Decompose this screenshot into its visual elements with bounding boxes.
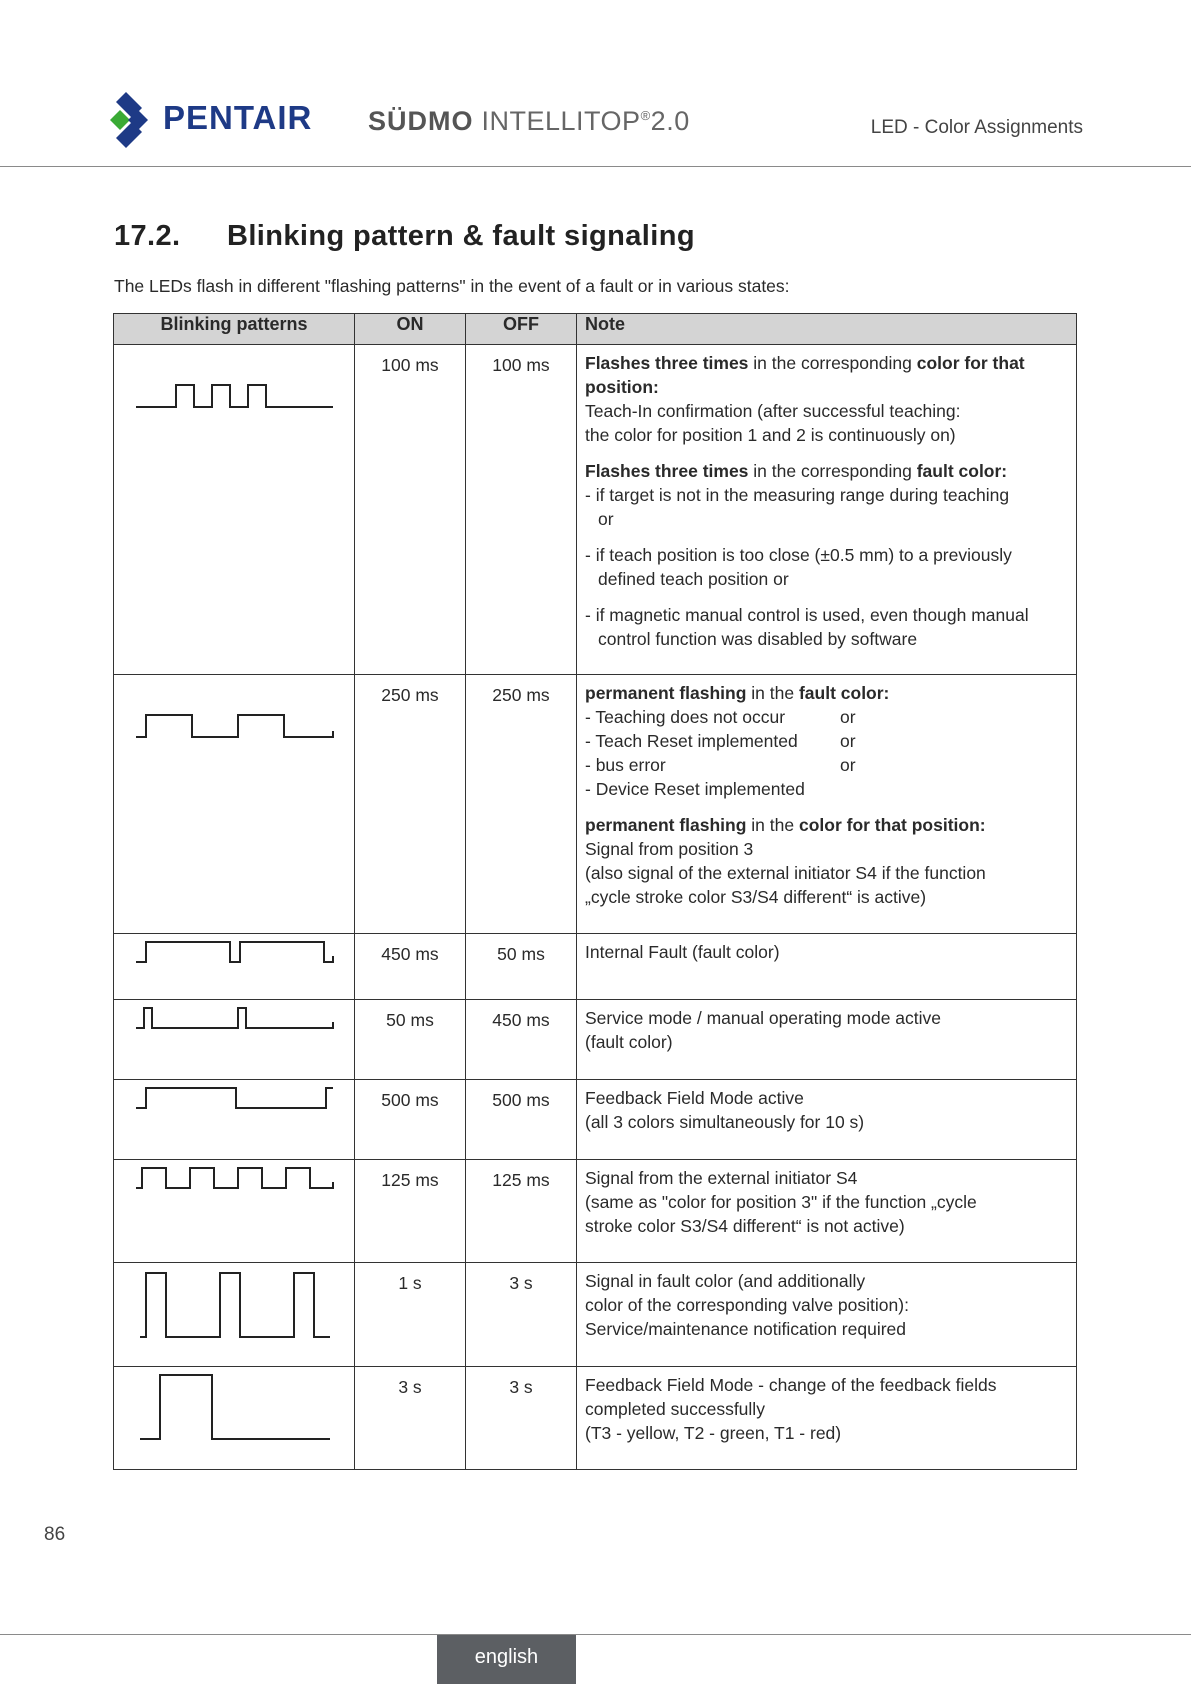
page-number: 86 bbox=[44, 1524, 66, 1545]
note-cell bbox=[577, 345, 1077, 675]
note-line: control function was disabled by software bbox=[598, 629, 918, 649]
header-divider bbox=[0, 166, 1191, 167]
note-bold: fault color: bbox=[798, 683, 890, 703]
brand-name: PENTAIR bbox=[163, 99, 313, 136]
list-item-text: - Teaching does not occur bbox=[585, 707, 786, 727]
note-text: in the bbox=[746, 815, 799, 835]
note-line: Internal Fault (fault color) bbox=[585, 942, 780, 962]
column-header-note: Note bbox=[577, 314, 1077, 345]
note-cell bbox=[577, 675, 1077, 934]
slow-square-wave-icon bbox=[114, 1080, 354, 1120]
note-cell bbox=[577, 1367, 1077, 1470]
table-row bbox=[114, 1263, 1077, 1367]
on-duration: 500 ms bbox=[355, 1080, 466, 1160]
pattern-cell bbox=[114, 1263, 355, 1367]
note-line: - if target is not in the measuring range during teaching bbox=[585, 485, 1010, 505]
fast-square-wave-icon bbox=[114, 1160, 354, 1200]
note-line: defined teach position or bbox=[598, 569, 789, 589]
note-line: Signal in fault color (and additionally bbox=[585, 1271, 866, 1291]
note-text: in the corresponding bbox=[748, 353, 917, 373]
note-bold: color for that position: bbox=[585, 353, 1025, 397]
note-line: - if magnetic manual control is used, even though manual bbox=[585, 605, 1029, 625]
pattern-cell bbox=[114, 1080, 355, 1160]
note-line: (same as "color for position 3" if the function „cycle bbox=[585, 1192, 977, 1212]
note-line: the color for position 1 and 2 is continuously on) bbox=[585, 425, 956, 445]
long-on-short-off-waveform-icon bbox=[114, 934, 354, 974]
note-line: Signal from the external initiator S4 bbox=[585, 1168, 858, 1188]
single-pulse-waveform-icon bbox=[114, 1367, 354, 1467]
product-name bbox=[368, 106, 690, 137]
note-cell bbox=[577, 1263, 1077, 1367]
on-duration: 125 ms bbox=[355, 1160, 466, 1263]
note-line: stroke color S3/S4 different“ is not active) bbox=[585, 1216, 905, 1236]
note-bold: color for that position: bbox=[798, 815, 986, 835]
table-row bbox=[114, 1367, 1077, 1470]
note-bold: permanent flashing bbox=[585, 815, 747, 835]
off-duration: 450 ms bbox=[466, 1000, 577, 1080]
list-item-text: - Device Reset implemented bbox=[585, 779, 805, 799]
column-header-pattern: Blinking patterns bbox=[114, 314, 355, 345]
pattern-cell bbox=[114, 1367, 355, 1470]
table-row bbox=[114, 934, 1077, 1000]
page-header bbox=[0, 0, 1191, 168]
note-line: (also signal of the external initiator S4 if the function bbox=[585, 863, 986, 883]
list-item-or: or bbox=[840, 731, 856, 751]
note-line: „cycle stroke color S3/S4 different“ is active) bbox=[585, 887, 927, 907]
note-line: (T3 - yellow, T2 - green, T1 - red) bbox=[585, 1423, 842, 1443]
note-line: Feedback Field Mode - change of the feedback fields bbox=[585, 1375, 997, 1395]
blinking-patterns-table bbox=[113, 313, 1077, 1470]
note-text: in the corresponding bbox=[748, 461, 917, 481]
note-line: Signal from position 3 bbox=[585, 839, 754, 859]
table-row bbox=[114, 345, 1077, 675]
list-item-text: - Teach Reset implemented bbox=[585, 731, 798, 751]
list-item-or: or bbox=[840, 707, 856, 727]
column-header-off: OFF bbox=[466, 314, 577, 345]
product-version: 2.0 bbox=[650, 106, 690, 136]
note-line: - if teach position is too close (±0.5 mm) to a previously bbox=[585, 545, 1012, 565]
section-heading bbox=[114, 220, 695, 253]
intro-paragraph: The LEDs flash in different "flashing patterns" in the event of a fault or in various states: bbox=[114, 276, 790, 296]
on-duration: 1 s bbox=[355, 1263, 466, 1367]
note-line: color of the corresponding valve position): bbox=[585, 1295, 909, 1315]
note-text: in the bbox=[746, 683, 799, 703]
pattern-cell bbox=[114, 345, 355, 675]
off-duration: 250 ms bbox=[466, 675, 577, 934]
registered-mark: ® bbox=[640, 108, 651, 123]
section-tag: LED - Color Assignments bbox=[870, 117, 1083, 138]
one-on-three-off-waveform-icon bbox=[114, 1263, 354, 1363]
product-prefix: SÜDMO bbox=[368, 106, 474, 136]
on-duration: 3 s bbox=[355, 1367, 466, 1470]
note-line: Service/maintenance notification required bbox=[585, 1319, 907, 1339]
off-duration: 3 s bbox=[466, 1263, 577, 1367]
note-cell bbox=[577, 1000, 1077, 1080]
list-item-or: or bbox=[840, 755, 856, 775]
note-line: or bbox=[598, 509, 614, 529]
off-duration: 3 s bbox=[466, 1367, 577, 1470]
pentair-logo bbox=[110, 92, 156, 148]
table-row bbox=[114, 1080, 1077, 1160]
note-line: (all 3 colors simultaneously for 10 s) bbox=[585, 1112, 865, 1132]
on-duration: 50 ms bbox=[355, 1000, 466, 1080]
list-item-text: - bus error bbox=[585, 755, 666, 775]
off-duration: 50 ms bbox=[466, 934, 577, 1000]
note-bold: permanent flashing bbox=[585, 683, 747, 703]
pattern-cell bbox=[114, 934, 355, 1000]
note-line: Service mode / manual operating mode active bbox=[585, 1008, 942, 1028]
pattern-cell bbox=[114, 1160, 355, 1263]
note-bold: fault color: bbox=[916, 461, 1008, 481]
pattern-cell bbox=[114, 1000, 355, 1080]
list-item bbox=[585, 753, 1068, 777]
note-cell bbox=[577, 1160, 1077, 1263]
medium-square-wave-icon bbox=[114, 675, 354, 745]
language-tab: english bbox=[437, 1635, 576, 1684]
pentair-diamond-icon bbox=[110, 92, 156, 148]
note-cell bbox=[577, 1080, 1077, 1160]
off-duration: 125 ms bbox=[466, 1160, 577, 1263]
list-item bbox=[585, 705, 1068, 729]
table-row bbox=[114, 1000, 1077, 1080]
list-item bbox=[585, 729, 1068, 753]
short-on-long-off-waveform-icon bbox=[114, 1000, 354, 1040]
table-row bbox=[114, 675, 1077, 934]
table-header-row bbox=[114, 314, 1077, 345]
note-bold: Flashes three times bbox=[585, 461, 749, 481]
note-line: completed successfully bbox=[585, 1399, 765, 1419]
list-item bbox=[585, 777, 1068, 801]
three-short-pulses-waveform-icon bbox=[114, 345, 354, 415]
pattern-cell bbox=[114, 675, 355, 934]
footer-divider bbox=[0, 1634, 1191, 1635]
on-duration: 250 ms bbox=[355, 675, 466, 934]
off-duration: 100 ms bbox=[466, 345, 577, 675]
note-line: (fault color) bbox=[585, 1032, 673, 1052]
note-cell bbox=[577, 934, 1077, 1000]
on-duration: 450 ms bbox=[355, 934, 466, 1000]
note-line: Teach-In confirmation (after successful teaching: bbox=[585, 401, 961, 421]
off-duration: 500 ms bbox=[466, 1080, 577, 1160]
on-duration: 100 ms bbox=[355, 345, 466, 675]
section-title: Blinking pattern & fault signaling bbox=[227, 220, 695, 252]
note-bold: Flashes three times bbox=[585, 353, 749, 373]
product-main: INTELLITOP bbox=[481, 106, 641, 136]
table-row bbox=[114, 1160, 1077, 1263]
note-line: Feedback Field Mode active bbox=[585, 1088, 804, 1108]
section-number: 17.2. bbox=[114, 220, 181, 252]
column-header-on: ON bbox=[355, 314, 466, 345]
